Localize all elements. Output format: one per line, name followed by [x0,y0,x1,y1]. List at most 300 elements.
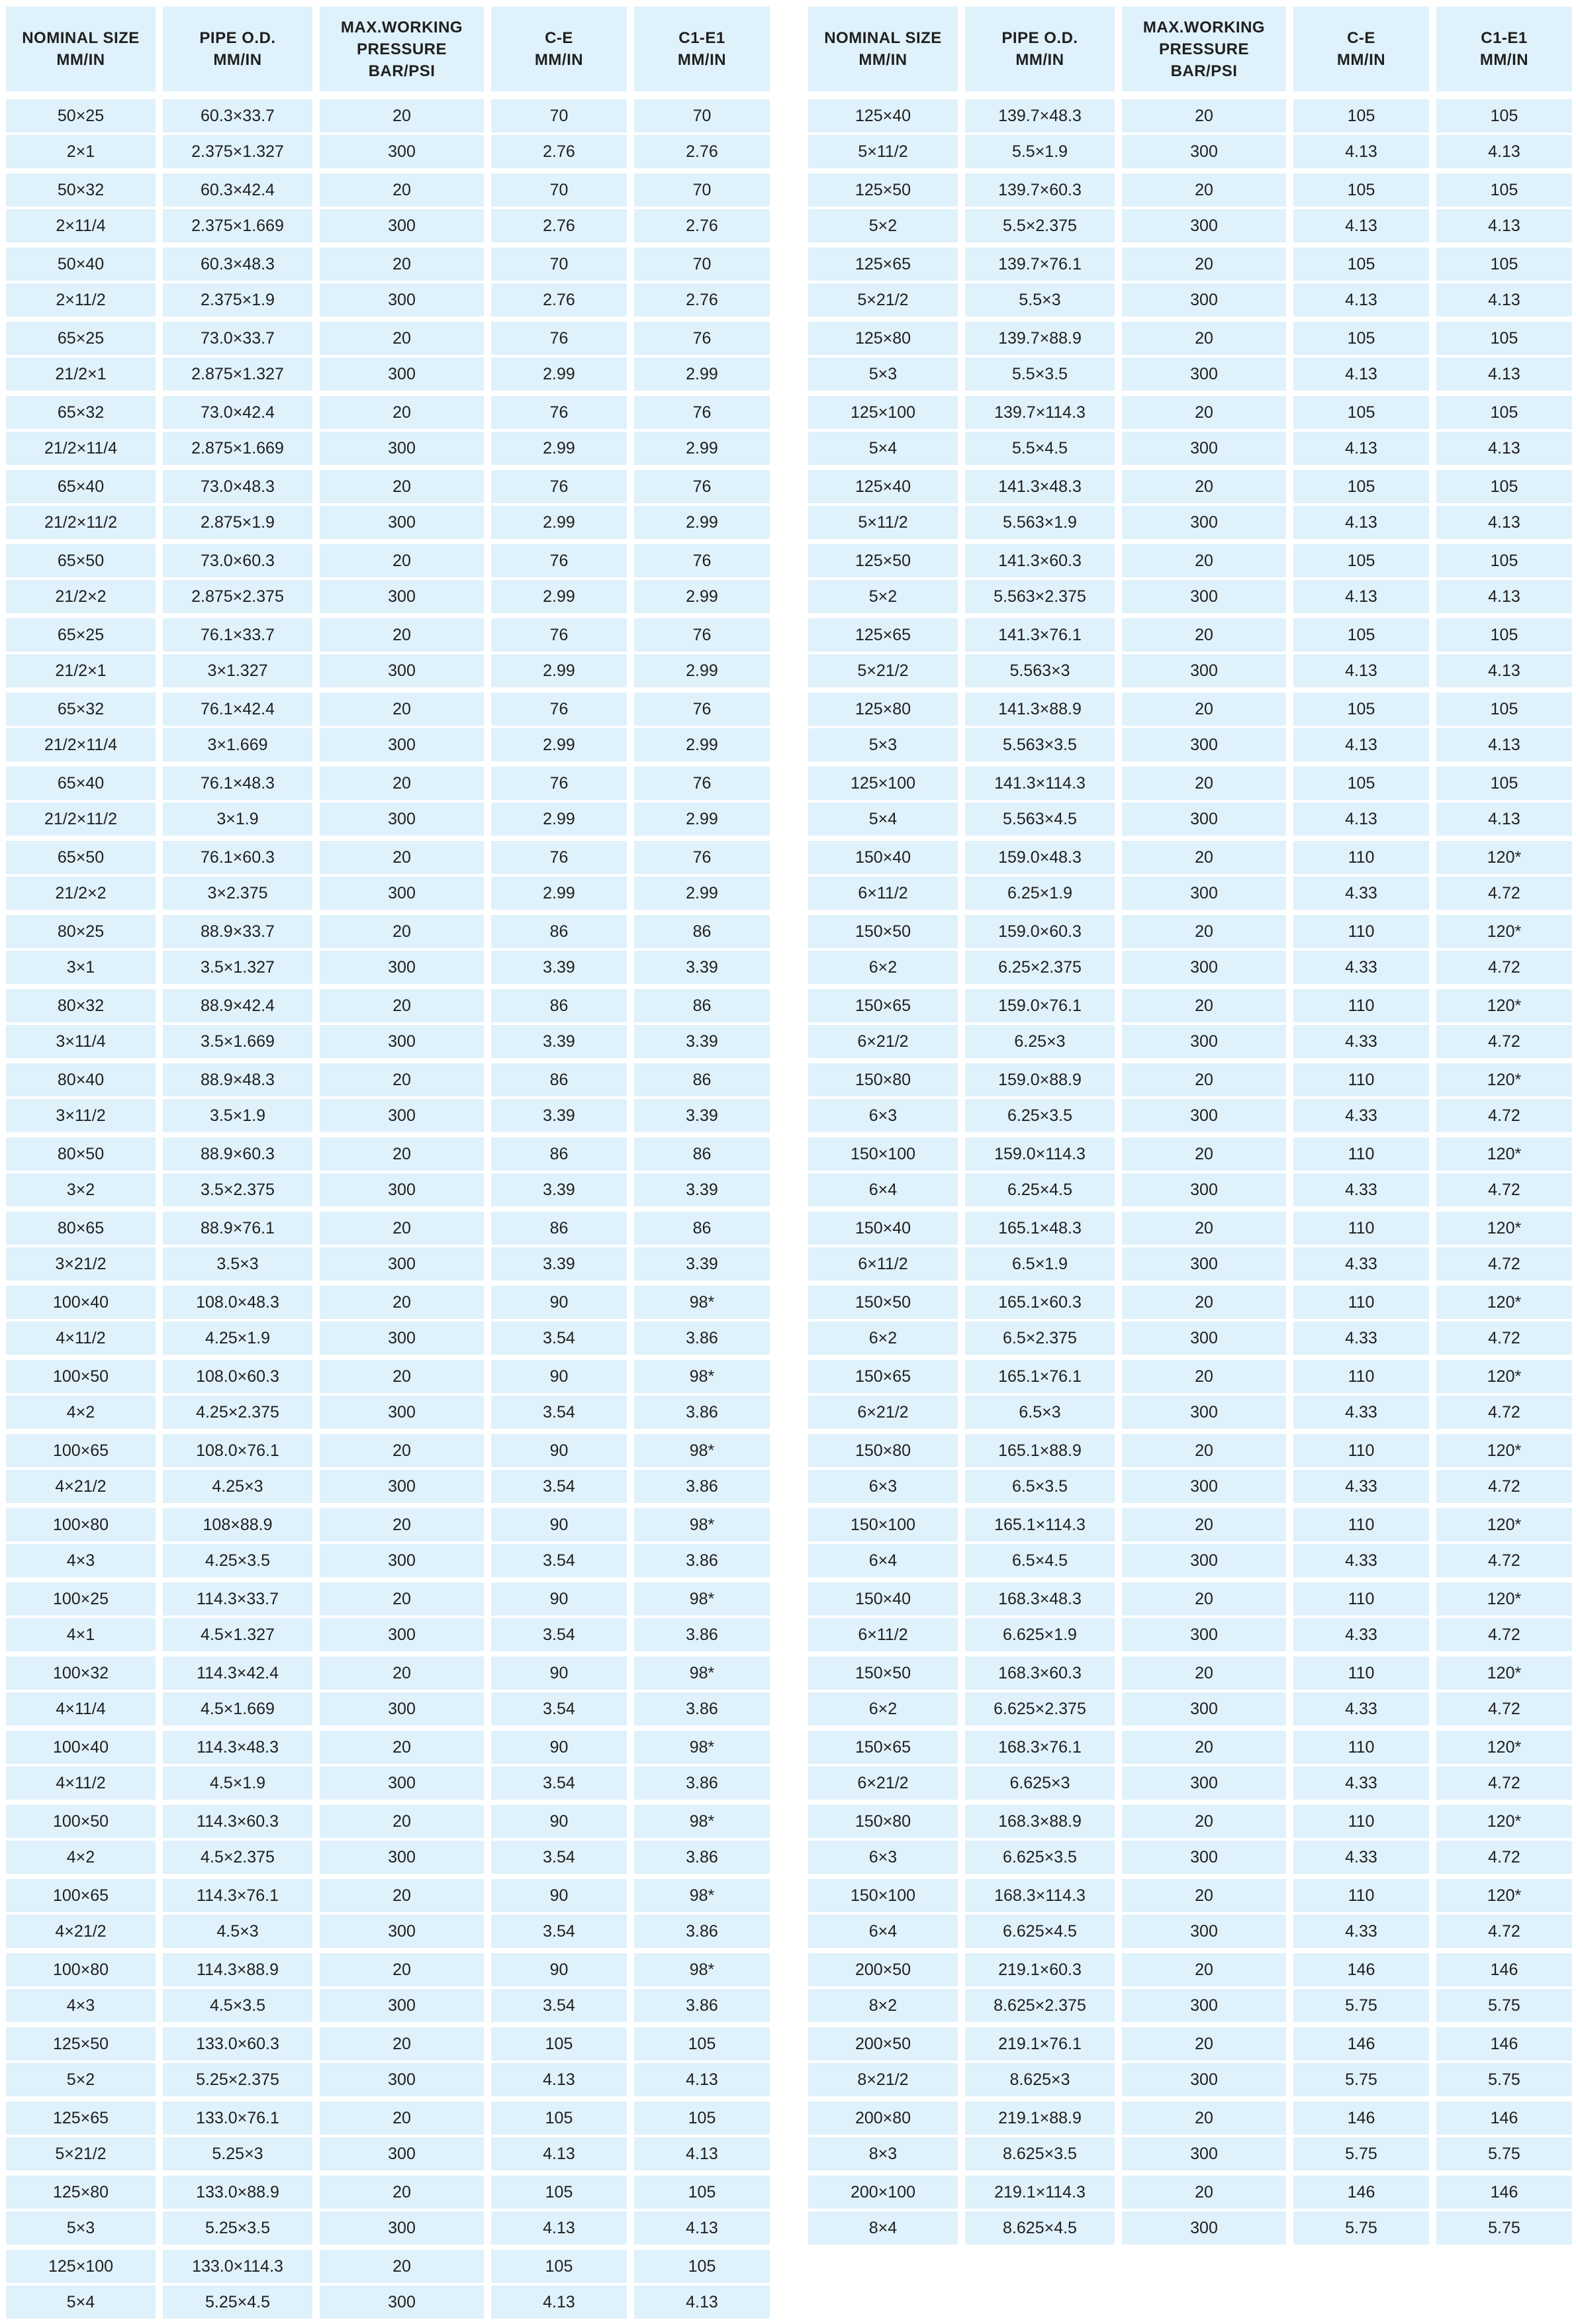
cell-pipe-od: 2.875×1.327 [163,358,312,391]
cell-nominal-size: 5×21/2 [808,283,958,316]
cell-c1-e1: 98* [634,1582,770,1616]
cell-c1-e1: 3.86 [634,1396,770,1429]
cell-c1-e1: 98* [634,1434,770,1467]
cell-c-e: 76 [491,544,627,577]
cell-nominal-size: 6×3 [808,1841,958,1874]
cell-max-working-pressure: 300 [320,1025,484,1058]
cell-nominal-size: 65×25 [6,322,156,355]
cell-pipe-od: 76.1×33.7 [163,618,312,652]
cell-c1-e1: 98* [634,1360,770,1393]
cell-pipe-od: 5.5×2.375 [965,209,1115,242]
cell-pipe-od: 219.1×88.9 [965,2102,1115,2135]
cell-nominal-size: 5×2 [6,2063,156,2096]
cell-pipe-od: 5.25×3.5 [163,2211,312,2245]
cell-nominal-size: 150×80 [808,1805,958,1838]
cell-c-e: 3.39 [491,1173,627,1206]
cell-c1-e1: 105 [1436,470,1572,503]
cell-nominal-size: 3×11/2 [6,1099,156,1132]
cell-pipe-od: 8.625×3.5 [965,2137,1115,2170]
cell-max-working-pressure: 300 [1122,877,1286,910]
cell-pipe-od: 6.625×4.5 [965,1915,1115,1948]
cell-max-working-pressure: 300 [1122,1841,1286,1874]
cell-max-working-pressure: 300 [320,1915,484,1948]
cell-max-working-pressure: 20 [320,618,484,652]
cell-pipe-od: 4.5×1.669 [163,1692,312,1725]
cell-c1-e1: 2.76 [634,135,770,168]
cell-c1-e1: 120* [1436,1434,1572,1467]
cell-max-working-pressure: 300 [1122,506,1286,539]
cell-pipe-od: 5.25×4.5 [163,2286,312,2319]
cell-pipe-od: 73.0×60.3 [163,544,312,577]
cell-pipe-od: 219.1×60.3 [965,1953,1115,1986]
cell-c1-e1: 86 [634,1212,770,1245]
cell-c1-e1: 3.39 [634,1099,770,1132]
cell-pipe-od: 133.0×76.1 [163,2102,312,2135]
cell-max-working-pressure: 20 [1122,173,1286,207]
cell-nominal-size: 2×11/4 [6,209,156,242]
cell-pipe-od: 114.3×60.3 [163,1805,312,1838]
cell-c1-e1: 105 [634,2250,770,2283]
cell-c1-e1: 76 [634,470,770,503]
cell-max-working-pressure: 300 [320,654,484,687]
cell-pipe-od: 141.3×88.9 [965,693,1115,726]
cell-c1-e1: 120* [1436,1582,1572,1616]
cell-nominal-size: 6×2 [808,1322,958,1355]
cell-max-working-pressure: 20 [320,173,484,207]
cell-nominal-size: 80×65 [6,1212,156,1245]
cell-pipe-od: 4.25×3 [163,1470,312,1503]
cell-c-e: 2.99 [491,802,627,836]
cell-max-working-pressure: 300 [1122,1322,1286,1355]
cell-nominal-size: 4×21/2 [6,1915,156,1948]
cell-c1-e1: 3.86 [634,1692,770,1725]
cell-max-working-pressure: 20 [1122,1286,1286,1319]
cell-nominal-size: 65×25 [6,618,156,652]
cell-pipe-od: 3.5×1.327 [163,951,312,984]
cell-nominal-size: 150×100 [808,1879,958,1912]
cell-c1-e1: 98* [634,1879,770,1912]
cell-nominal-size: 65×40 [6,470,156,503]
cell-c1-e1: 2.99 [634,432,770,465]
cell-pipe-od: 4.5×2.375 [163,1841,312,1874]
cell-max-working-pressure: 20 [1122,1582,1286,1616]
cell-c1-e1: 4.72 [1436,877,1572,910]
cell-max-working-pressure: 300 [320,1322,484,1355]
cell-nominal-size: 8×4 [808,2211,958,2245]
cell-max-working-pressure: 20 [320,915,484,948]
cell-nominal-size: 125×40 [808,470,958,503]
cell-nominal-size: 65×40 [6,767,156,800]
cell-max-working-pressure: 300 [1122,1470,1286,1503]
cell-c-e: 5.75 [1293,2063,1429,2096]
cell-c-e: 146 [1293,1953,1429,1986]
cell-c-e: 2.99 [491,358,627,391]
cell-c1-e1: 98* [634,1953,770,1986]
cell-max-working-pressure: 300 [1122,283,1286,316]
cell-c-e: 90 [491,1953,627,1986]
cell-pipe-od: 168.3×48.3 [965,1582,1115,1616]
cell-c1-e1: 76 [634,693,770,726]
cell-pipe-od: 6.25×2.375 [965,951,1115,984]
cell-nominal-size: 125×65 [808,248,958,281]
cell-nominal-size: 4×2 [6,1841,156,1874]
cell-pipe-od: 6.625×1.9 [965,1618,1115,1651]
cell-nominal-size: 200×100 [808,2176,958,2209]
cell-nominal-size: 125×80 [6,2176,156,2209]
cell-c-e: 4.33 [1293,1247,1429,1281]
cell-max-working-pressure: 20 [1122,989,1286,1022]
cell-c1-e1: 76 [634,841,770,874]
cell-c-e: 110 [1293,1434,1429,1467]
cell-max-working-pressure: 20 [320,841,484,874]
cell-pipe-od: 2.375×1.9 [163,283,312,316]
cell-c1-e1: 4.13 [1436,432,1572,465]
cell-c-e: 4.13 [1293,654,1429,687]
cell-c1-e1: 4.13 [634,2137,770,2170]
cell-c1-e1: 4.72 [1436,1173,1572,1206]
cell-max-working-pressure: 300 [1122,802,1286,836]
cell-pipe-od: 6.25×1.9 [965,877,1115,910]
cell-max-working-pressure: 300 [1122,1692,1286,1725]
cell-nominal-size: 125×65 [808,618,958,652]
cell-nominal-size: 5×2 [808,580,958,613]
cell-c-e: 110 [1293,841,1429,874]
cell-max-working-pressure: 300 [320,2286,484,2319]
cell-max-working-pressure: 300 [320,1618,484,1651]
cell-max-working-pressure: 300 [1122,580,1286,613]
header-max-working-pressure: MAX.WORKING PRESSURE BAR/PSI [320,7,484,91]
cell-nominal-size: 21/2×1 [6,358,156,391]
cell-pipe-od: 6.5×1.9 [965,1247,1115,1281]
cell-c-e: 3.39 [491,1099,627,1132]
cell-nominal-size: 5×4 [808,802,958,836]
cell-c-e: 5.75 [1293,2211,1429,2245]
cell-c1-e1: 120* [1436,915,1572,948]
cell-nominal-size: 100×50 [6,1805,156,1838]
cell-c-e: 4.13 [1293,135,1429,168]
cell-c1-e1: 2.76 [634,283,770,316]
cell-c-e: 4.33 [1293,1322,1429,1355]
cell-c1-e1: 3.86 [634,1322,770,1355]
cell-pipe-od: 5.5×1.9 [965,135,1115,168]
cell-c1-e1: 70 [634,99,770,132]
cell-nominal-size: 6×4 [808,1173,958,1206]
cell-nominal-size: 21/2×11/2 [6,802,156,836]
cell-nominal-size: 125×40 [808,99,958,132]
cell-c1-e1: 98* [634,1508,770,1541]
cell-c1-e1: 105 [1436,767,1572,800]
cell-pipe-od: 139.7×76.1 [965,248,1115,281]
cell-pipe-od: 159.0×48.3 [965,841,1115,874]
cell-max-working-pressure: 300 [320,2137,484,2170]
cell-c1-e1: 120* [1436,989,1572,1022]
cell-c1-e1: 2.76 [634,209,770,242]
cell-pipe-od: 159.0×88.9 [965,1063,1115,1096]
cell-nominal-size: 80×40 [6,1063,156,1096]
cell-c1-e1: 76 [634,544,770,577]
cell-pipe-od: 133.0×60.3 [163,2027,312,2060]
cell-c1-e1: 146 [1436,2176,1572,2209]
cell-pipe-od: 139.7×88.9 [965,322,1115,355]
cell-nominal-size: 150×65 [808,1731,958,1764]
cell-nominal-size: 2×1 [6,135,156,168]
cell-nominal-size: 200×80 [808,2102,958,2135]
cell-pipe-od: 6.625×3.5 [965,1841,1115,1874]
cell-pipe-od: 141.3×48.3 [965,470,1115,503]
cell-max-working-pressure: 300 [320,283,484,316]
cell-max-working-pressure: 300 [320,1692,484,1725]
cell-nominal-size: 125×100 [808,396,958,429]
cell-c1-e1: 4.72 [1436,1322,1572,1355]
cell-nominal-size: 3×21/2 [6,1247,156,1281]
cell-nominal-size: 3×2 [6,1173,156,1206]
cell-c1-e1: 86 [634,1063,770,1096]
cell-c-e: 110 [1293,1286,1429,1319]
cell-pipe-od: 133.0×114.3 [163,2250,312,2283]
cell-pipe-od: 3.5×1.9 [163,1099,312,1132]
cell-pipe-od: 3×1.327 [163,654,312,687]
cell-max-working-pressure: 20 [1122,322,1286,355]
cell-c-e: 110 [1293,1805,1429,1838]
cell-pipe-od: 141.3×114.3 [965,767,1115,800]
cell-pipe-od: 3.5×3 [163,1247,312,1281]
cell-c-e: 4.33 [1293,1767,1429,1800]
cell-c-e: 2.76 [491,135,627,168]
cell-max-working-pressure: 300 [320,2063,484,2096]
cell-c1-e1: 86 [634,1138,770,1171]
cell-max-working-pressure: 20 [1122,1508,1286,1541]
cell-c1-e1: 3.86 [634,1544,770,1577]
cell-pipe-od: 5.5×3.5 [965,358,1115,391]
header-c-e: C-E MM/IN [491,7,627,91]
cell-c1-e1: 4.72 [1436,1470,1572,1503]
cell-pipe-od: 88.9×48.3 [163,1063,312,1096]
cell-c1-e1: 120* [1436,1508,1572,1541]
cell-nominal-size: 65×32 [6,396,156,429]
cell-nominal-size: 5×3 [808,728,958,761]
cell-max-working-pressure: 20 [320,544,484,577]
cell-max-working-pressure: 20 [320,1360,484,1393]
cell-nominal-size: 6×11/2 [808,877,958,910]
cell-pipe-od: 73.0×33.7 [163,322,312,355]
cell-pipe-od: 5.563×3.5 [965,728,1115,761]
cell-c-e: 105 [491,2176,627,2209]
cell-c-e: 110 [1293,989,1429,1022]
cell-pipe-od: 6.5×3.5 [965,1470,1115,1503]
cell-c-e: 4.33 [1293,1915,1429,1948]
cell-max-working-pressure: 20 [320,1286,484,1319]
cell-c-e: 90 [491,1508,627,1541]
cell-max-working-pressure: 300 [320,728,484,761]
cell-pipe-od: 159.0×114.3 [965,1138,1115,1171]
cell-c1-e1: 4.72 [1436,1841,1572,1874]
cell-c1-e1: 2.99 [634,358,770,391]
cell-max-working-pressure: 20 [1122,693,1286,726]
cell-max-working-pressure: 20 [1122,2102,1286,2135]
cell-nominal-size: 50×25 [6,99,156,132]
cell-c1-e1: 3.39 [634,951,770,984]
cell-c-e: 70 [491,248,627,281]
cell-pipe-od: 5.25×3 [163,2137,312,2170]
cell-c-e: 90 [491,1434,627,1467]
cell-c-e: 4.33 [1293,1099,1429,1132]
cell-c-e: 90 [491,1360,627,1393]
cell-pipe-od: 5.5×3 [965,283,1115,316]
cell-pipe-od: 139.7×60.3 [965,173,1115,207]
cell-pipe-od: 73.0×42.4 [163,396,312,429]
cell-max-working-pressure: 300 [320,1544,484,1577]
cell-pipe-od: 3×1.669 [163,728,312,761]
cell-c-e: 86 [491,989,627,1022]
cell-pipe-od: 165.1×48.3 [965,1212,1115,1245]
cell-nominal-size: 5×3 [808,358,958,391]
cell-c1-e1: 98* [634,1657,770,1690]
cell-nominal-size: 125×100 [808,767,958,800]
cell-nominal-size: 65×50 [6,841,156,874]
cell-c1-e1: 4.72 [1436,1396,1572,1429]
cell-c-e: 4.13 [1293,432,1429,465]
cell-c-e: 4.33 [1293,1841,1429,1874]
cell-c-e: 76 [491,470,627,503]
cell-nominal-size: 125×100 [6,2250,156,2283]
cell-pipe-od: 2.375×1.669 [163,209,312,242]
cell-c-e: 4.33 [1293,1396,1429,1429]
cell-nominal-size: 150×40 [808,841,958,874]
cell-pipe-od: 4.25×1.9 [163,1322,312,1355]
cell-pipe-od: 88.9×33.7 [163,915,312,948]
cell-nominal-size: 5×11/2 [808,135,958,168]
cell-c-e: 105 [491,2102,627,2135]
cell-max-working-pressure: 300 [320,1989,484,2022]
cell-nominal-size: 150×40 [808,1582,958,1616]
cell-pipe-od: 168.3×88.9 [965,1805,1115,1838]
cell-nominal-size: 6×11/2 [808,1618,958,1651]
cell-c1-e1: 3.86 [634,1915,770,1948]
cell-c1-e1: 4.72 [1436,1099,1572,1132]
cell-c-e: 110 [1293,1879,1429,1912]
cell-c-e: 2.99 [491,654,627,687]
cell-c-e: 2.99 [491,877,627,910]
cell-c1-e1: 120* [1436,1286,1572,1319]
cell-max-working-pressure: 300 [1122,1025,1286,1058]
cell-c-e: 110 [1293,1508,1429,1541]
cell-nominal-size: 4×1 [6,1618,156,1651]
cell-max-working-pressure: 20 [1122,2176,1286,2209]
cell-nominal-size: 125×50 [6,2027,156,2060]
cell-pipe-od: 3×1.9 [163,802,312,836]
cell-nominal-size: 5×21/2 [6,2137,156,2170]
cell-max-working-pressure: 300 [1122,2063,1286,2096]
cell-pipe-od: 73.0×48.3 [163,470,312,503]
cell-pipe-od: 88.9×42.4 [163,989,312,1022]
cell-c1-e1: 86 [634,915,770,948]
cell-pipe-od: 114.3×88.9 [163,1953,312,1986]
cell-c-e: 76 [491,618,627,652]
cell-max-working-pressure: 20 [1122,248,1286,281]
cell-max-working-pressure: 20 [1122,1063,1286,1096]
cell-max-working-pressure: 300 [320,951,484,984]
cell-c-e: 3.54 [491,1544,627,1577]
cell-c-e: 4.13 [491,2063,627,2096]
cell-c-e: 86 [491,1063,627,1096]
cell-max-working-pressure: 300 [1122,1989,1286,2022]
right-spec-table [808,7,1572,2250]
cell-max-working-pressure: 300 [320,802,484,836]
cell-c-e: 110 [1293,915,1429,948]
cell-c-e: 4.33 [1293,1618,1429,1651]
cell-max-working-pressure: 20 [1122,1138,1286,1171]
cell-c-e: 3.54 [491,1618,627,1651]
cell-c1-e1: 105 [634,2176,770,2209]
cell-nominal-size: 21/2×2 [6,580,156,613]
cell-nominal-size: 5×4 [808,432,958,465]
cell-nominal-size: 200×50 [808,1953,958,1986]
cell-nominal-size: 65×32 [6,693,156,726]
cell-pipe-od: 139.7×48.3 [965,99,1115,132]
cell-max-working-pressure: 20 [1122,1212,1286,1245]
cell-nominal-size: 100×25 [6,1582,156,1616]
cell-pipe-od: 141.3×60.3 [965,544,1115,577]
cell-c1-e1: 4.72 [1436,1915,1572,1948]
cell-c-e: 4.13 [1293,209,1429,242]
cell-max-working-pressure: 300 [320,580,484,613]
cell-c-e: 4.13 [491,2286,627,2319]
cell-pipe-od: 6.5×3 [965,1396,1115,1429]
cell-c-e: 3.54 [491,1322,627,1355]
cell-max-working-pressure: 20 [1122,1434,1286,1467]
cell-pipe-od: 6.5×4.5 [965,1544,1115,1577]
cell-c-e: 4.33 [1293,1173,1429,1206]
cell-max-working-pressure: 300 [320,1247,484,1281]
cell-max-working-pressure: 20 [320,1582,484,1616]
cell-max-working-pressure: 300 [320,1470,484,1503]
cell-max-working-pressure: 300 [1122,1915,1286,1948]
cell-c1-e1: 2.99 [634,654,770,687]
cell-c-e: 105 [1293,618,1429,652]
cell-max-working-pressure: 300 [1122,1767,1286,1800]
cell-c-e: 2.99 [491,506,627,539]
cell-c1-e1: 3.86 [634,1841,770,1874]
cell-pipe-od: 108.0×60.3 [163,1360,312,1393]
cell-c1-e1: 105 [634,2027,770,2060]
cell-c-e: 4.13 [1293,580,1429,613]
cell-nominal-size: 80×50 [6,1138,156,1171]
cell-nominal-size: 50×40 [6,248,156,281]
cell-max-working-pressure: 20 [1122,99,1286,132]
cell-c-e: 3.54 [491,1470,627,1503]
cell-max-working-pressure: 300 [1122,1618,1286,1651]
cell-c1-e1: 105 [1436,544,1572,577]
cell-nominal-size: 150×80 [808,1434,958,1467]
cell-max-working-pressure: 20 [320,248,484,281]
cell-pipe-od: 133.0×88.9 [163,2176,312,2209]
cell-c-e: 90 [491,1582,627,1616]
cell-c1-e1: 3.39 [634,1247,770,1281]
cell-nominal-size: 8×21/2 [808,2063,958,2096]
cell-c1-e1: 4.72 [1436,1544,1572,1577]
cell-c-e: 105 [1293,248,1429,281]
cell-pipe-od: 5.25×2.375 [163,2063,312,2096]
cell-c-e: 4.13 [1293,802,1429,836]
cell-nominal-size: 5×4 [6,2286,156,2319]
cell-c1-e1: 146 [1436,1953,1572,1986]
cell-nominal-size: 100×32 [6,1657,156,1690]
cell-c1-e1: 3.86 [634,1989,770,2022]
cell-c-e: 105 [1293,470,1429,503]
cell-c-e: 110 [1293,1582,1429,1616]
header-c1-e1: C1-E1 MM/IN [634,7,770,91]
cell-nominal-size: 80×32 [6,989,156,1022]
